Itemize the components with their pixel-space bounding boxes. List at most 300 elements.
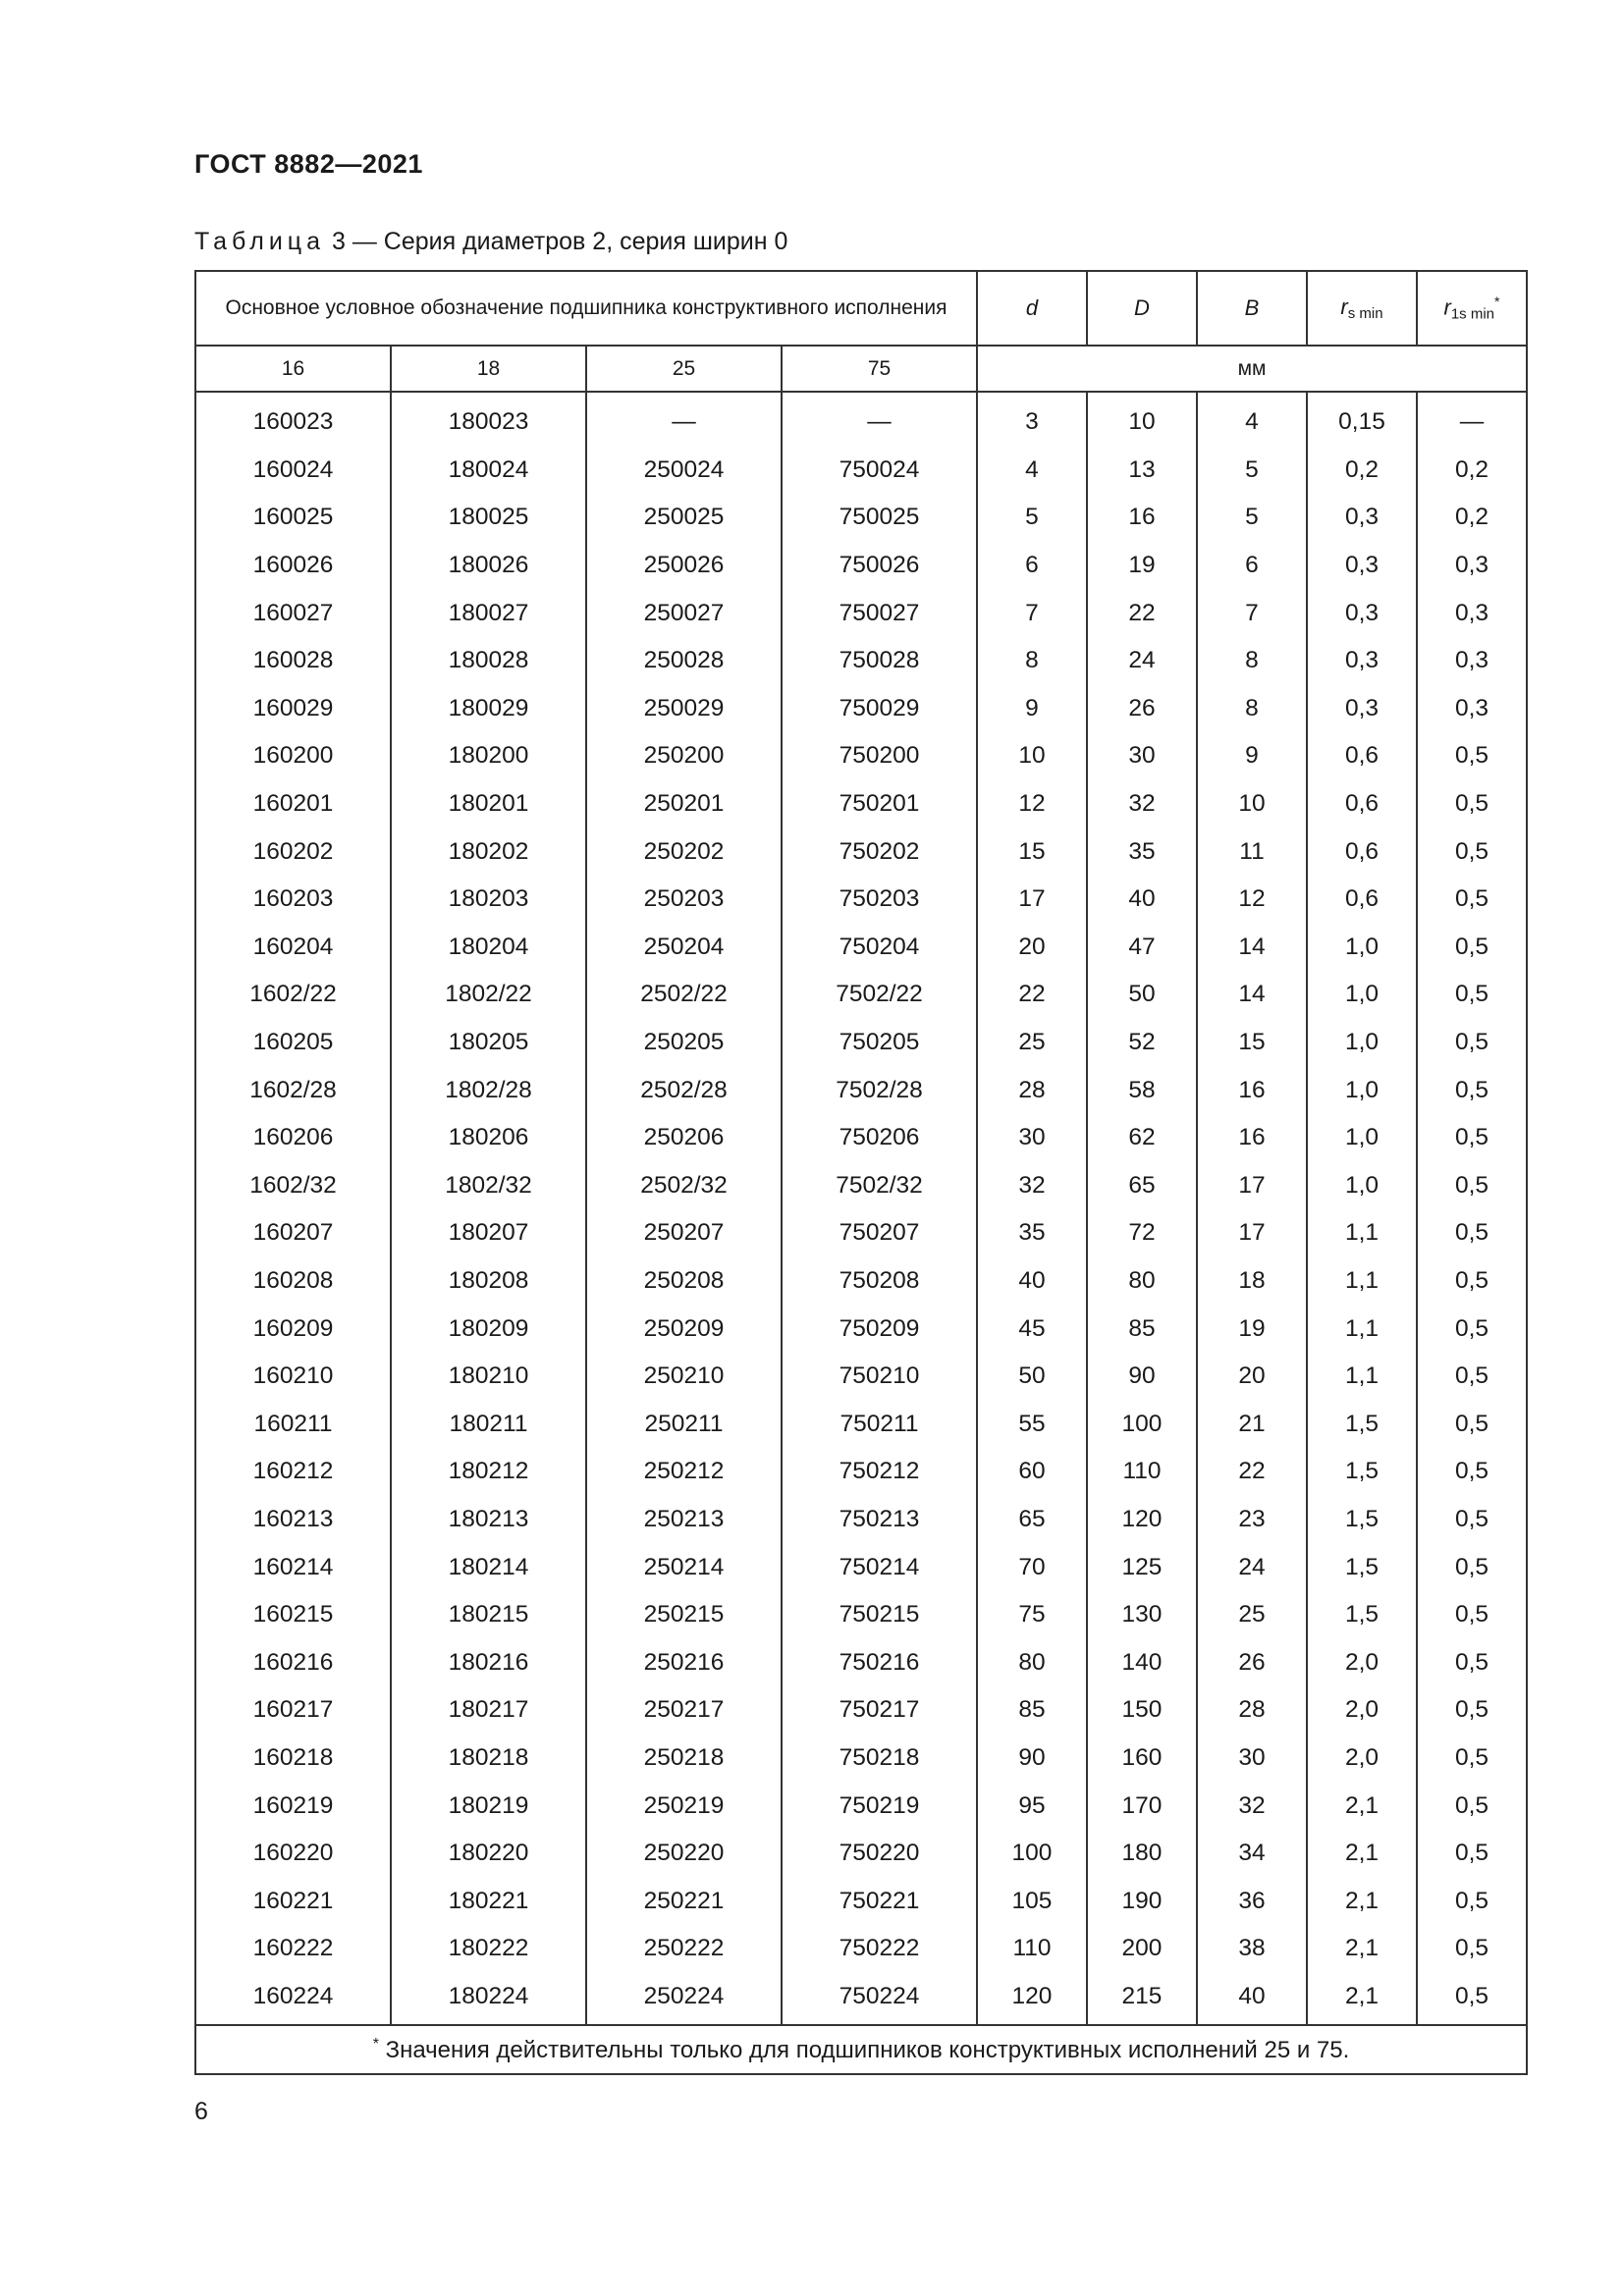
table-cell: 160204 [195,924,391,972]
table-cell: 36 [1197,1877,1307,1925]
table-cell: 160215 [195,1591,391,1639]
table-cell: 250212 [586,1448,782,1496]
table-cell: 180222 [391,1925,586,1973]
header-d: d [977,271,1087,346]
table-cell: 2,0 [1307,1638,1417,1686]
table-cell: 250220 [586,1830,782,1878]
table-cell: 120 [1087,1496,1197,1544]
table-cell: 750217 [782,1686,977,1735]
table-cell: 34 [1197,1830,1307,1878]
r1s-footnote-mark: * [1494,293,1500,309]
table-cell: 2,1 [1307,1877,1417,1925]
table-cell: 0,5 [1417,1638,1527,1686]
table-cell: 0,5 [1417,732,1527,780]
table-cell: 250206 [586,1114,782,1162]
table-cell: 12 [1197,876,1307,924]
table-cell: 250217 [586,1686,782,1735]
table-row [195,1209,1527,1257]
table-cell: 160202 [195,828,391,876]
table-row [195,1448,1527,1496]
table-cell: 32 [1197,1782,1307,1830]
table-cell: 250200 [586,732,782,780]
table-cell: 11 [1197,828,1307,876]
table-cell: 10 [1087,392,1197,447]
table-row [195,1019,1527,1067]
table-row [195,1543,1527,1591]
table-cell: 85 [977,1686,1087,1735]
table-cell: 0,3 [1417,685,1527,733]
table-cell: 180212 [391,1448,586,1496]
table-cell: 750200 [782,732,977,780]
table-cell: 200 [1087,1925,1197,1973]
table-cell: 38 [1197,1925,1307,1973]
table-cell: 750208 [782,1257,977,1306]
table-cell: 180211 [391,1400,586,1448]
table-cell: 750024 [782,447,977,495]
table-row [195,1257,1527,1306]
table-cell: 28 [1197,1686,1307,1735]
table-cell: 0,5 [1417,1114,1527,1162]
table-cell: 75 [977,1591,1087,1639]
table-cell: 180025 [391,494,586,542]
table-cell: 7 [1197,589,1307,637]
table-row [195,1973,1527,2026]
table-cell: 160224 [195,1973,391,2026]
table-cell: 1,5 [1307,1591,1417,1639]
table-cell: 160211 [195,1400,391,1448]
table-cell: 180029 [391,685,586,733]
table-cell: 750214 [782,1543,977,1591]
table-row [195,876,1527,924]
table-cell: 100 [977,1830,1087,1878]
table-cell: 2,1 [1307,1925,1417,1973]
r1s-symbol: r [1443,294,1451,320]
table-cell: 250027 [586,589,782,637]
rs-subscript: s min [1347,304,1383,322]
table-cell: 30 [1197,1735,1307,1783]
table-row [195,971,1527,1019]
table-cell: 5 [977,494,1087,542]
table-cell: 180024 [391,447,586,495]
table-cell: 180220 [391,1830,586,1878]
caption-label: Таблица [194,228,326,255]
table-cell: 750215 [782,1591,977,1639]
table-cell: 180 [1087,1830,1197,1878]
table-cell: 0,5 [1417,1830,1527,1878]
table-cell: 160024 [195,447,391,495]
subheader-18: 18 [391,346,586,392]
table-cell: 10 [1197,780,1307,828]
table-cell: 47 [1087,924,1197,972]
table-cell: 52 [1087,1019,1197,1067]
table-cell: 180206 [391,1114,586,1162]
table-cell: 0,5 [1417,780,1527,828]
table-cell: 1,0 [1307,1114,1417,1162]
table-row [195,494,1527,542]
table-cell: 14 [1197,971,1307,1019]
table-cell: 30 [1087,732,1197,780]
table-row [195,589,1527,637]
table-cell: 95 [977,1782,1087,1830]
table-cell: 750219 [782,1782,977,1830]
table-cell: 0,3 [1307,637,1417,685]
table-cell: 85 [1087,1305,1197,1353]
table-cell: 750212 [782,1448,977,1496]
table-cell: 250224 [586,1973,782,2026]
table-cell: 0,5 [1417,971,1527,1019]
table-cell: 160027 [195,589,391,637]
table-cell: 250026 [586,542,782,590]
table-cell: 58 [1087,1066,1197,1114]
table-cell: 32 [977,1162,1087,1210]
table-cell: 250222 [586,1925,782,1973]
table-cell: 40 [977,1257,1087,1306]
table-cell: 5 [1197,494,1307,542]
table-cell: 250221 [586,1877,782,1925]
table-cell: 750216 [782,1638,977,1686]
table-cell: 1,1 [1307,1257,1417,1306]
table-cell: 750205 [782,1019,977,1067]
table-cell: 6 [1197,542,1307,590]
footnote-text: Значения действительны только для подшипников конструктивных исполнений 25 и 75. [378,2036,1350,2063]
table-cell: 250203 [586,876,782,924]
table-cell: 19 [1197,1305,1307,1353]
table-cell: 750209 [782,1305,977,1353]
table-cell: 16 [1197,1066,1307,1114]
table-cell: 750213 [782,1496,977,1544]
table-cell: 40 [1197,1973,1307,2026]
table-cell: 180218 [391,1735,586,1783]
table-cell: 0,5 [1417,1543,1527,1591]
table-cell: 160219 [195,1782,391,1830]
table-row [195,1066,1527,1114]
table-cell: 120 [977,1973,1087,2026]
table-cell: 1,0 [1307,971,1417,1019]
table-cell: 18 [1197,1257,1307,1306]
subheader-16: 16 [195,346,391,392]
table-cell: 750218 [782,1735,977,1783]
table-cell: 190 [1087,1877,1197,1925]
table-cell: 0,5 [1417,1209,1527,1257]
table-cell: 140 [1087,1638,1197,1686]
table-cell: 180216 [391,1638,586,1686]
table-cell: 8 [1197,637,1307,685]
table-cell: 2502/32 [586,1162,782,1210]
table-cell: 160026 [195,542,391,590]
table-cell: 160206 [195,1114,391,1162]
table-cell: 0,5 [1417,1448,1527,1496]
table-body [195,392,1527,2025]
table-row [195,1305,1527,1353]
table-cell: 180027 [391,589,586,637]
table-cell: 60 [977,1448,1087,1496]
table-cell: 160214 [195,1543,391,1591]
table-cell: 180213 [391,1496,586,1544]
table-cell: 160029 [195,685,391,733]
table-cell: 8 [977,637,1087,685]
table-cell: 250204 [586,924,782,972]
table-row [195,732,1527,780]
table-cell: 1,1 [1307,1209,1417,1257]
table-cell: 250201 [586,780,782,828]
table-cell: 50 [1087,971,1197,1019]
table-cell: 30 [977,1114,1087,1162]
table-cell: 2,1 [1307,1973,1417,2026]
table-row [195,1591,1527,1639]
table-row [195,1686,1527,1735]
table-cell: 1,1 [1307,1353,1417,1401]
table-cell: — [782,392,977,447]
table-cell: 750211 [782,1400,977,1448]
table-cell: 0,6 [1307,780,1417,828]
table-cell: 26 [1087,685,1197,733]
table-cell: 0,5 [1417,1686,1527,1735]
table-cell: 24 [1087,637,1197,685]
table-cell: 24 [1197,1543,1307,1591]
table-cell: 1602/22 [195,971,391,1019]
table-cell: 62 [1087,1114,1197,1162]
table-cell: 160 [1087,1735,1197,1783]
table-cell: 72 [1087,1209,1197,1257]
table-cell: 750220 [782,1830,977,1878]
table-cell: 1,0 [1307,1162,1417,1210]
table-cell: 55 [977,1400,1087,1448]
table-cell: — [586,392,782,447]
table-cell: 160205 [195,1019,391,1067]
table-cell: 22 [1087,589,1197,637]
table-cell: 105 [977,1877,1087,1925]
table-cell: 110 [1087,1448,1197,1496]
table-cell: 15 [1197,1019,1307,1067]
table-cell: 180023 [391,392,586,447]
table-cell: 45 [977,1305,1087,1353]
table-cell: 1,0 [1307,1019,1417,1067]
table-cell: 90 [977,1735,1087,1783]
table-cell: 160221 [195,1877,391,1925]
table-cell: 1602/28 [195,1066,391,1114]
footnote-mark: * [372,2035,379,2053]
header-rs-min [1307,271,1417,346]
table-row [195,1162,1527,1210]
table-cell: 180208 [391,1257,586,1306]
table-cell: 160209 [195,1305,391,1353]
table-cell: 160220 [195,1830,391,1878]
table-cell: 160212 [195,1448,391,1496]
table-cell: 25 [977,1019,1087,1067]
table-cell: 22 [1197,1448,1307,1496]
table-cell: 1802/22 [391,971,586,1019]
table-cell: 0,5 [1417,1305,1527,1353]
table-cell: 250209 [586,1305,782,1353]
table-cell: 170 [1087,1782,1197,1830]
table-row [195,447,1527,495]
page-number: 6 [194,2098,208,2125]
table-cell: 1,5 [1307,1543,1417,1591]
unit-label: мм [977,346,1527,392]
table-cell: 110 [977,1925,1087,1973]
table-cell: 160222 [195,1925,391,1973]
header-D: D [1087,271,1197,346]
table-cell: 0,3 [1417,637,1527,685]
subheader-75: 75 [782,346,977,392]
table-cell: 65 [977,1496,1087,1544]
table-cell: 750221 [782,1877,977,1925]
table-cell: 16 [1087,494,1197,542]
table-cell: 16 [1197,1114,1307,1162]
table-cell: 28 [977,1066,1087,1114]
table-cell: 250028 [586,637,782,685]
table-cell: 250024 [586,447,782,495]
table-cell: 250202 [586,828,782,876]
table-cell: 1,5 [1307,1448,1417,1496]
table-cell: 0,2 [1417,494,1527,542]
table-cell: 0,3 [1417,542,1527,590]
table-row [195,1830,1527,1878]
table-cell: 750029 [782,685,977,733]
table-cell: 180203 [391,876,586,924]
table-cell: 1,0 [1307,924,1417,972]
table-cell: 750204 [782,924,977,972]
table-cell: 750201 [782,780,977,828]
table-cell: 180201 [391,780,586,828]
table-cell: 32 [1087,780,1197,828]
table-cell: 750207 [782,1209,977,1257]
header-B: B [1197,271,1307,346]
table-cell: 35 [1087,828,1197,876]
table-cell: 160213 [195,1496,391,1544]
table-cell: 180224 [391,1973,586,2026]
table-cell: 0,3 [1307,494,1417,542]
table-cell: 0,3 [1307,589,1417,637]
table-cell: 250216 [586,1638,782,1686]
table-cell: 180214 [391,1543,586,1591]
table-cell: 750027 [782,589,977,637]
table-cell: 180202 [391,828,586,876]
table-cell: 2,0 [1307,1735,1417,1783]
table-cell: 9 [977,685,1087,733]
table-cell: 8 [1197,685,1307,733]
table-cell: 250219 [586,1782,782,1830]
table-cell: 1,0 [1307,1066,1417,1114]
table-cell: 250029 [586,685,782,733]
table-cell: 160217 [195,1686,391,1735]
table-cell: 9 [1197,732,1307,780]
table-cell: 90 [1087,1353,1197,1401]
table-cell: 750224 [782,1973,977,2026]
table-cell: 21 [1197,1400,1307,1448]
table-cell: 180200 [391,732,586,780]
table-cell: 4 [977,447,1087,495]
table-cell: 250208 [586,1257,782,1306]
table-cell: 160201 [195,780,391,828]
table-cell: 130 [1087,1591,1197,1639]
table-cell: 180209 [391,1305,586,1353]
table-row [195,1735,1527,1783]
table-cell: 0,5 [1417,1019,1527,1067]
table-cell: 160210 [195,1353,391,1401]
table-cell: 0,2 [1417,447,1527,495]
table-cell: 0,5 [1417,1877,1527,1925]
table-cell: 0,3 [1307,542,1417,590]
table-row [195,1114,1527,1162]
table-cell: 70 [977,1543,1087,1591]
table-cell: 0,5 [1417,1782,1527,1830]
table-cell: 2,1 [1307,1830,1417,1878]
table-cell: 0,5 [1417,1591,1527,1639]
table-row [195,685,1527,733]
table-cell: 1,5 [1307,1496,1417,1544]
table-cell: 15 [977,828,1087,876]
table-cell: 20 [1197,1353,1307,1401]
table-cell: 0,5 [1417,828,1527,876]
table-cell: 3 [977,392,1087,447]
table-row [195,780,1527,828]
table-cell: 180219 [391,1782,586,1830]
table-cell: 100 [1087,1400,1197,1448]
table-cell: 0,3 [1307,685,1417,733]
table-cell: 80 [1087,1257,1197,1306]
table-cell: 250213 [586,1496,782,1544]
table-cell: 180204 [391,924,586,972]
table-cell: 2,0 [1307,1686,1417,1735]
table-row [195,542,1527,590]
table-cell: 0,5 [1417,1735,1527,1783]
table-cell: 250214 [586,1543,782,1591]
table-footnote [195,2025,1527,2074]
table-cell: 0,5 [1417,1400,1527,1448]
table-cell: 250025 [586,494,782,542]
table-cell: 180221 [391,1877,586,1925]
table-cell: 750210 [782,1353,977,1401]
table-cell: 10 [977,732,1087,780]
table-cell: 7502/28 [782,1066,977,1114]
table-cell: 250211 [586,1400,782,1448]
table-cell: 1602/32 [195,1162,391,1210]
table-row [195,1782,1527,1830]
table-cell: 50 [977,1353,1087,1401]
table-cell: 0,6 [1307,828,1417,876]
table-cell: — [1417,392,1527,447]
table-cell: 0,5 [1417,924,1527,972]
table-cell: 250205 [586,1019,782,1067]
table-row [195,637,1527,685]
table-cell: 750202 [782,828,977,876]
table-cell: 160200 [195,732,391,780]
table-row [195,828,1527,876]
table-cell: 160207 [195,1209,391,1257]
table-cell: 25 [1197,1591,1307,1639]
table-cell: 250210 [586,1353,782,1401]
table-cell: 0,5 [1417,1066,1527,1114]
table-cell: 0,6 [1307,876,1417,924]
table-cell: 1802/28 [391,1066,586,1114]
table-cell: 0,5 [1417,1496,1527,1544]
table-caption [194,228,787,256]
table-cell: 7502/32 [782,1162,977,1210]
table-cell: 180210 [391,1353,586,1401]
table-cell: 17 [977,876,1087,924]
table-cell: 150 [1087,1686,1197,1735]
table-cell: 80 [977,1638,1087,1686]
table-cell: 6 [977,542,1087,590]
table-row [195,1353,1527,1401]
table-cell: 1,5 [1307,1400,1417,1448]
table-cell: 160218 [195,1735,391,1783]
table-cell: 180026 [391,542,586,590]
table-cell: 180207 [391,1209,586,1257]
table-cell: 5 [1197,447,1307,495]
bearing-dimensions-table [194,270,1528,2075]
